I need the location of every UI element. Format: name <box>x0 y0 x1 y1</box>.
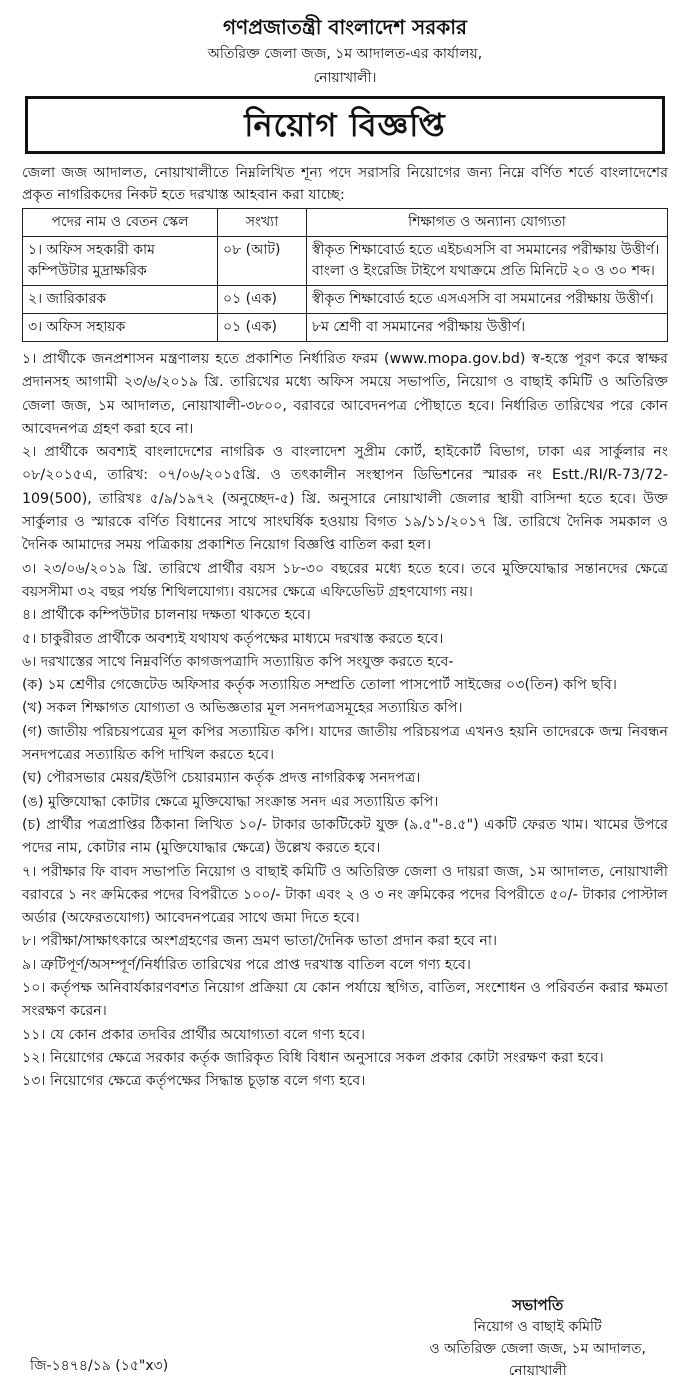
condition-clause: ১০। কর্তৃপক্ষ অনিবার্যকারণবশত নিয়োগ প্রক্রিয়া যে কোন পর্যায়ে স্থগিত, বাতিল, সংশোধন ও পরিবর্তন করার ক্ষমতা সংরক্ষণ করেন। <box>22 980 668 1020</box>
signature-block <box>429 1294 646 1382</box>
condition-clause: (খ) সকল শিক্ষাগত যোগ্যতা ও অভিজ্ঞতার মূল সনদপত্রসমূহের সত্যায়িত কপি। <box>22 700 463 717</box>
condition-clause: ৭। পরীক্ষার ফি বাবদ সভাপতি নিয়োগ ও বাছাই কমিটি ও অতিরিক্ত জেলা ও দায়রা জজ, ১ম আদালত, নোয়াখালী বরাবরে ১ নং ক্রমিকের পদের বিপরীতে ১০০/- টাকা এবং ২ ও ৩ নং ক্রমিকের পদের বিপরীতে ৫০/- টাকার পোস্টাল অর্ডার (অফেরতযোগ্য) আবেদনপত্রের সাথে জমা দিতে হবে। <box>22 863 668 927</box>
condition-clause: ১১। যে কোন প্রকার তদবির প্রার্থীর অযোগ্যতা বলে গণ্য হবে। <box>22 1026 366 1043</box>
post-count: ০১ (এক) <box>218 314 307 342</box>
notice-title: নিয়োগ বিজ্ঞপ্তি <box>25 96 665 154</box>
table-header-row <box>23 209 668 237</box>
post-count: ০১ (এক) <box>218 286 307 314</box>
office-name: অতিরিক্ত জেলা জজ, ১ম আদালত-এর কার্যালয়, <box>207 46 483 62</box>
condition-clause: ৮। পরীক্ষা/সাক্ষাৎকারে অংশগ্রহণের জন্য ভ্রমণ ভাতা/দৈনিক ভাতা প্রদান করা হবে না। <box>22 933 498 950</box>
signatory-line: নিয়োগ ও বাছাই কমিটি <box>473 1319 602 1335</box>
condition-clause: (ক) ১ম শ্রেণীর গেজেটেড অফিসার কর্তৃক সত্যায়িত সম্প্রতি তোলা পাসপোর্ট সাইজের ০৩(তিন) কপি ছবি। <box>22 677 617 694</box>
condition-clause: (ঘ) পৌরসভার মেয়র/ইউপি চেয়ারম্যান কর্তৃক প্রদত্ত নাগরিকত্ব সনদপত্র। <box>22 770 421 787</box>
condition-clause: ৬। দরখাস্তের সাথে নিম্নবর্ণিত কাগজপত্রাদি সত্যায়িত কপি সংযুক্ত করতে হবে- <box>22 653 454 670</box>
signatory-line: ও অতিরিক্ত জেলা জজ, ১ম আদালত, <box>429 1341 646 1357</box>
condition-clause: ১২। নিয়োগের ক্ষেত্রে সরকার কর্তৃক জারিকৃত বিধি বিধান অনুসারে সকল প্রকার কোটা সংরক্ষণ করা হবে। <box>22 1049 604 1066</box>
signatory-line: নোয়াখালী <box>508 1363 567 1379</box>
condition-clause: ১৩। নিয়োগের ক্ষেত্রে কর্তৃপক্ষের সিদ্ধান্ত চূড়ান্ত বলে গণ্য হবে। <box>22 1073 366 1090</box>
signatory-title: সভাপতি <box>512 1296 564 1314</box>
table-row <box>23 286 668 314</box>
reference-number: জি-১৪৭৪/১৯ (১৫"x৩) <box>30 1358 169 1374</box>
post-name: ৩। অফিস সহায়ক <box>23 314 218 342</box>
column-header-count: সংখ্যা <box>218 209 307 237</box>
post-name: ২। জারিকারক <box>23 286 218 314</box>
post-name: ১। অফিস সহকারী কাম কম্পিউটার মুদ্রাক্ষরিক <box>23 237 218 286</box>
table-row <box>23 237 668 286</box>
condition-clause: ৪। প্রার্থীকে কম্পিউটার চালনায় দক্ষতা থাকতে হবে। <box>22 607 311 624</box>
condition-clause: ৫। চাকুরীরত প্রার্থীকে অবশ্যই যথাযথ কর্তৃপক্ষের মাধ্যমে দরখাস্ত করতে হবে। <box>22 630 444 647</box>
post-qualification: ৮ম শ্রেণী বা সমমানের পরীক্ষায় উত্তীর্ণ। <box>307 314 668 342</box>
condition-clause: (গ) জাতীয় পরিচয়পত্রের মূল কপির সত্যায়িত কপি। যাদের জাতীয় পরিচয়পত্র এখনও হয়নি তাদেরকে জন্ম নিবন্ধন সনদপত্রের সত্যায়িত কপি দাখিল করতে হবে। <box>22 723 668 764</box>
conditions-list <box>22 348 668 1094</box>
office-location: নোয়াখালী। <box>313 70 377 86</box>
condition-clause: ২। প্রার্থীকে অবশ্যই বাংলাদেশের নাগরিক ও বাংলাদেশ সুপ্রীম কোর্ট, হাইকোর্ট বিভাগ, ঢাকা এর সার্কুলার নং ০৮/২০১৫এ, তারিখ: ০৭/০৬/২০১৫খ্রি. ও তৎকালীন সংস্থাপন ডিভিশনের স্মারক নং Estt./RI/R-73/72-109(500), তারিখঃ ৫/৯/১৯৭২ (অনুচ্ছেদ-৫) খ্রি. অনুসারে নোয়াখালী জেলার স্থায়ী বাসিন্দা হতে হবে। উক্ত সার্কুলার ও স্মারকে বর্ণিত বিধানের সাথে সাংঘর্ষিক হওয়ায় বিগত ১৯/১১/২০১৭ খ্রি. তারিখে দৈনিক সমকাল ও দৈনিক আমাদের সময় পত্রিকায় প্রকাশিত নিয়োগ বিজ্ঞপ্তি বাতিল করা হল। <box>22 444 668 554</box>
posts-table <box>22 208 668 342</box>
post-qualification: স্বীকৃত শিক্ষাবোর্ড হতে এইচএসসি বা সমমানের পরীক্ষায় উত্তীর্ণ। বাংলা ও ইংরেজি টাইপে যথাক্রমে প্রতি মিনিটে ২০ ও ৩০ শব্দ। <box>307 237 668 286</box>
condition-clause: ৩। ২৩/০৬/২০১৯ খ্রি. তারিখে প্রার্থীর বয়স ১৮-৩০ বছরের মধ্যে হতে হবে। তবে মুক্তিযোদ্ধার সন্তানদের ক্ষেত্রে বয়সসীমা ৩২ বছর পর্যন্ত শিথিলযোগ্য। বয়সের ক্ষেত্রে এফিডেভিট গ্রহণযোগ্য নয়। <box>22 560 668 600</box>
post-qualification: স্বীকৃত শিক্ষাবোর্ড হতে এসএসসি বা সমমানের পরীক্ষায় উত্তীর্ণ। <box>307 286 668 314</box>
government-title: গণপ্রজাতন্ত্রী বাংলাদেশ সরকার <box>223 15 467 39</box>
condition-clause: ৯। ত্রুটিপূর্ণ/অসম্পূর্ণ/নির্ধারিত তারিখের পরে প্রাপ্ত দরখাস্ত বাতিল বলে গণ্য হবে। <box>22 956 472 973</box>
intro-paragraph: জেলা জজ আদালত, নোয়াখালীতে নিম্নলিখিত শূন্য পদে সরাসরি নিয়োগের জন্য নিম্নে বর্ণিত শর্তে বাংলাদেশের প্রকৃত নাগরিকদের নিকট হতে দরখাস্ত আহবান করা যাচ্ছে: <box>22 165 668 203</box>
table-row <box>23 314 668 342</box>
condition-clause: ১। প্রার্থীকে জনপ্রশাসন মন্ত্রণালয় হতে প্রকাশিত নির্ধারিত ফরম (www.mopa.gov.bd) স্ব-হস্তে পূরণ করে স্বাক্ষর প্রদানসহ আগামী ২৩/৬/২০১৯ খ্রি. তারিখের মধ্যে অফিস সময়ে সভাপতি, নিয়োগ ও বাছাই কমিটি ও অতিরিক্ত জেলা জজ, ১ম আদালত, নোয়াখালী-৩৮০০, বরাবরে আবেদনপত্র পৌছাতে হবে। নির্ধারিত তারিখের পরে কোন আবেদনপত্র গ্রহণ করা হবে না। <box>22 351 668 437</box>
post-count: ০৮ (আট) <box>218 237 307 286</box>
column-header-post: পদের নাম ও বেতন স্কেল <box>23 209 218 237</box>
condition-clause: (ঙ) মুক্তিযোদ্ধা কোটার ক্ষেত্রে মুক্তিযোদ্ধা সংক্রান্ত সনদ এর সত্যায়িত কপি। <box>22 793 439 810</box>
condition-clause: (চ) প্রার্থীর পত্রপ্রাপ্তির ঠিকানা লিখিত ১০/- টাকার ডাকটিকেট যুক্ত (৯.৫"-৪.৫") একটি ফেরত খাম। খামের উপরে পদের নাম, কোটার নাম (মুক্তিযোদ্ধার ক্ষেত্রে) উল্লেখ করতে হবে। <box>22 816 668 857</box>
column-header-qualification: শিক্ষাগত ও অন্যান্য যোগ্যতা <box>307 209 668 237</box>
